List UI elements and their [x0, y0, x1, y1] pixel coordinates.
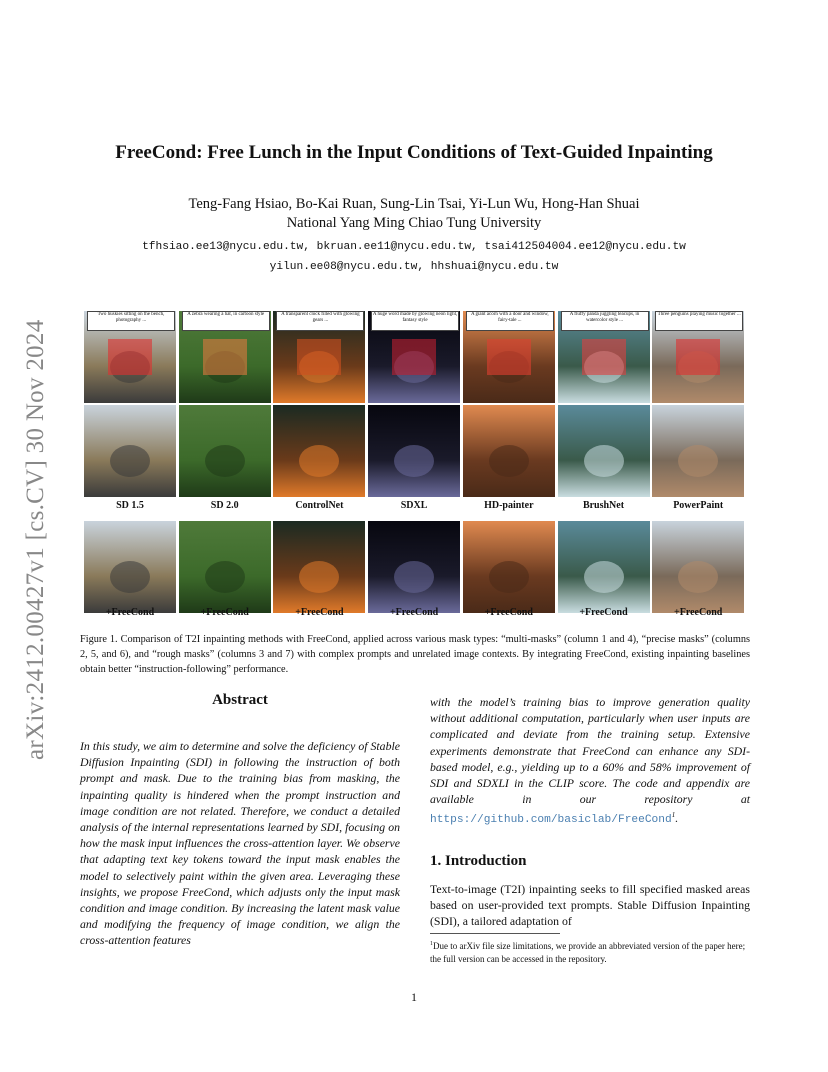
baseline-result-image [652, 405, 744, 497]
inpaint-mask-overlay [108, 339, 152, 375]
email-line-1: tfhsiao.ee13@nycu.edu.tw, bkruan.ee11@nycu.edu.tw, tsai412504004.ee12@nycu.edu.tw [142, 241, 686, 253]
inpaint-mask-overlay [487, 339, 531, 375]
prompt-label: A transparent clock filled with glowing gears ... [276, 311, 364, 331]
introduction-heading: 1. Introduction [430, 853, 527, 869]
method-label: SDXL [400, 500, 428, 511]
image-subject [110, 445, 150, 477]
method-label: SD 1.5 [116, 500, 144, 511]
image-subject [110, 561, 150, 593]
affiliation: National Yang Ming Chiao Tung University [286, 215, 542, 231]
freecond-label: +FreeCond [295, 607, 344, 618]
page-number: 1 [411, 990, 417, 1004]
image-subject [678, 445, 718, 477]
footnote-divider [430, 933, 560, 934]
footnote-mark: 1 [430, 941, 433, 947]
abstract-heading: Abstract [212, 692, 268, 708]
baseline-result-image [558, 405, 650, 497]
author-emails [0, 237, 828, 277]
image-subject [489, 445, 529, 477]
method-label: HD-painter [484, 500, 534, 511]
image-subject [678, 561, 718, 593]
prompt-label: Two huskies sitting on the bench, photography ... [87, 311, 175, 331]
introduction-text: Text-to-image (T2I) inpainting seeks to fill specified masked areas based on user-provided text prompts. Stable Diffusion Inpainting (SDI), a tailored adaptation of [430, 882, 750, 929]
image-subject [584, 445, 624, 477]
author-list: Teng-Fang Hsiao, Bo-Kai Ruan, Sung-Lin Tsai, Yi-Lun Wu, Hong-Han Shuai [188, 196, 640, 212]
baseline-result-image [273, 405, 365, 497]
repository-link[interactable]: https://github.com/basiclab/FreeCond [430, 814, 672, 827]
freecond-label: +FreeCond [674, 607, 723, 618]
image-subject [394, 445, 434, 477]
paper-title: FreeCond: Free Lunch in the Input Conditions of Text-Guided Inpainting [115, 142, 713, 163]
baseline-result-image [84, 405, 176, 497]
method-label: BrushNet [582, 500, 625, 511]
inpaint-mask-overlay [676, 339, 720, 375]
freecond-label: +FreeCond [579, 607, 628, 618]
abstract-text-right [430, 694, 750, 829]
inpaint-mask-overlay [297, 339, 341, 375]
image-subject [394, 561, 434, 593]
arxiv-identifier: arXiv:2412.00427v1 [cs.CV] 30 Nov 2024 [22, 319, 49, 760]
inpaint-mask-overlay [392, 339, 436, 375]
footnote-text: Due to arXiv file size limitations, we provide an abbreviated version of the paper here; the full version can be accessed in the repository. [430, 941, 746, 964]
freecond-label: +FreeCond [484, 607, 533, 618]
image-subject [205, 445, 245, 477]
freecond-result-image [84, 521, 176, 613]
prompt-label: A giant acorn with a door and window, fairy-tale ... [466, 311, 554, 331]
baseline-result-image [368, 405, 460, 497]
prompt-label: Three penguins playing music together ... [655, 311, 743, 331]
method-label: ControlNet [295, 500, 344, 511]
inpaint-mask-overlay [582, 339, 626, 375]
abstract-continuation: with the model’s training bias to improve generation quality without additional computation, particularly when user inputs are complicated and deviate from the training setup. Extensive experiments demonstrate that FreeCond can enhance any SDI-based model, e.g., yielding up to a 60% and 58% improvement of SDI and SDXLI in the CLIP score. The code and appendix are available in our repository at [430, 695, 750, 807]
image-subject [584, 561, 624, 593]
method-label: PowerPaint [673, 500, 724, 511]
freecond-result-image [273, 521, 365, 613]
figure-caption: Figure 1. Comparison of T2I inpainting methods with FreeCond, applied across various mask types: “multi-masks” (column 1 and 4), “precise masks” (columns 2, 5, and 6), and “rough masks” (columns 3 and 7) with complex prompts and unrelated image contexts. By integrating FreeCond, existing inpainting baselines obtain better “instruction-following” performance. [80, 634, 750, 675]
freecond-result-image [558, 521, 650, 613]
abstract-text-left: In this study, we aim to determine and solve the deficiency of Stable Diffusion Inpainting (SDI) in following the instruction of both prompt and mask. Due to the training bias from masking, the inpainting quality is hindered when the prompt instruction and image condition are not related. Therefore, we conduct a detailed analysis of the internal representations learned by SDI, focusing on how the mask input influences the cross-attention layer. We observe that adapting text key tokens toward the input mask enables the model to selectively paint within the given area. Leveraging these insights, we propose FreeCond, which adjusts only the input mask condition and image condition. By increasing the latent mask value and modifying the frequency of image condition, we align the cross-attention features [80, 739, 400, 948]
freecond-label: +FreeCond [200, 607, 249, 618]
image-subject [489, 561, 529, 593]
prompt-label: A zebra wearing a hat, in cartoon style [182, 311, 270, 331]
baseline-result-image [463, 405, 555, 497]
email-line-2: yilun.ee08@nycu.edu.tw, hhshuai@nycu.edu.tw [269, 261, 559, 273]
freecond-result-image [368, 521, 460, 613]
prompt-label: A huge word made by glowing neon light, fantasy style [371, 311, 459, 331]
method-label: SD 2.0 [210, 500, 239, 511]
freecond-result-image [463, 521, 555, 613]
footnote [430, 938, 750, 966]
freecond-result-image [652, 521, 744, 613]
baseline-result-image [179, 405, 271, 497]
inpaint-mask-overlay [203, 339, 247, 375]
freecond-label: +FreeCond [389, 607, 439, 618]
footnote-marker: 1 [671, 811, 676, 820]
freecond-label: +FreeCond [105, 607, 155, 618]
prompt-label: A fluffy panda juggling teacups, in watercolor style ... [561, 311, 649, 331]
abstract-end-period: . [675, 811, 679, 826]
image-subject [205, 561, 245, 593]
image-subject [299, 561, 339, 593]
image-subject [299, 445, 339, 477]
freecond-result-image [179, 521, 271, 613]
